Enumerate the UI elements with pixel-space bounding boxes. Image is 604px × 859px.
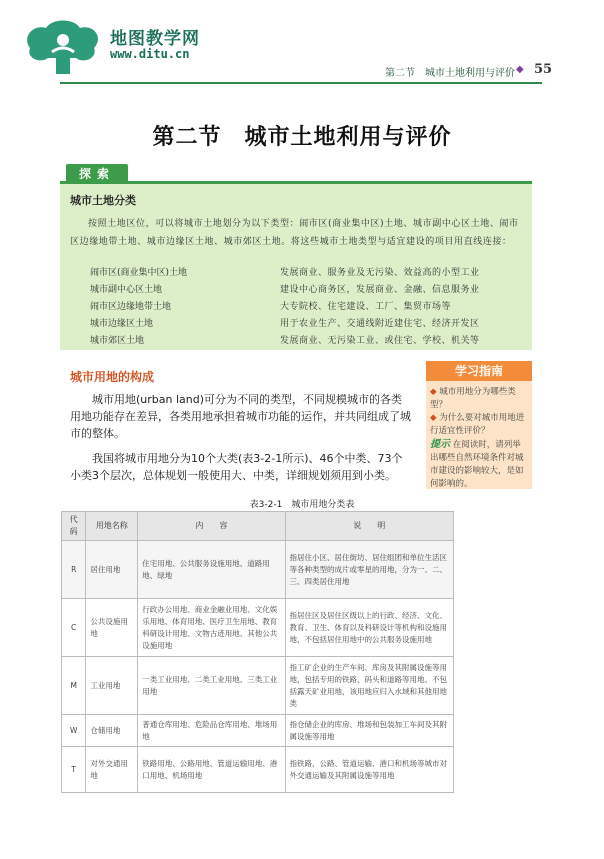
diamond-bullet-icon: ◆: [430, 387, 440, 397]
study-guide-box: [426, 381, 532, 489]
desc-cell: 指仓储企业的库房、堆场和包装加工车间及其附属设施等用地: [285, 715, 453, 747]
logo-tree-icon: [18, 18, 108, 78]
table-row: [62, 657, 454, 715]
page-title: 第二节 城市土地利用与评价: [152, 124, 452, 150]
content-cell: 行政办公用地、商业金融业用地、文化娱乐用地、体育用地、医疗卫生用地、教育科研设计用地、文物古迹用地、其他公共设施用地: [138, 599, 285, 657]
page-number: 55: [534, 62, 553, 77]
project-type: 用于农业生产、交通线附近建住宅、经济开发区: [280, 319, 480, 329]
code-cell: M: [62, 657, 86, 715]
table-row: [62, 541, 454, 599]
study-guide-title: 学习指南: [426, 361, 532, 381]
matching-row: [90, 282, 520, 296]
table-row: [62, 747, 454, 793]
table-caption: 表3-2-1 城市用地分类表: [249, 500, 355, 510]
content-cell: 普通仓库用地、危险品仓库用地、堆场用地: [138, 715, 285, 747]
diamond-bullet-icon: ◆: [430, 413, 440, 423]
matching-row: [90, 333, 520, 347]
code-cell: R: [62, 541, 86, 599]
body-paragraph: 城市用地(urban land)可分为不同的类型，不同规模城市的各类用地功能存在差异，各类用地承担着城市功能的运作，并共同组成了城市的整体。: [70, 393, 411, 440]
explore-tag: 探索: [66, 164, 128, 184]
name-cell: 居住用地: [86, 541, 138, 599]
guide-question: ◆ 城市用地分为哪些类型？: [430, 387, 516, 410]
site-name: 地图教学网: [110, 29, 200, 49]
land-use-table: [61, 511, 454, 793]
matching-row: [90, 299, 520, 313]
land-type: 闹市区边缘地带土地: [90, 302, 172, 312]
hint-label: 提示: [430, 439, 450, 450]
column-header: 代码: [62, 512, 86, 541]
desc-cell: 指居住区及居住区级以上的行政、经济、文化、教育、卫生、体育以及科研设计等机构和设施用地，不包括居住用地中的公共服务设施用地: [285, 599, 453, 657]
desc-cell: 指居住小区、居住街坊、居住组团和单位生活区等各种类型的成片或零星的用地，分为一、二、三、四类居住用地: [285, 541, 453, 599]
desc-cell: 指工矿企业的生产车间、库房及其附属设施等用地，包括专用的铁路、码头和道路等用地。不包括露天矿业用地，该用地应归入水域和其他用地类: [285, 657, 453, 715]
explore-title: 城市土地分类: [70, 194, 136, 207]
column-header: 说 明: [285, 512, 453, 541]
guide-hint: 提示 在阅读时，请列举出哪些自然环境条件对城市建设的影响较大，是如何影响的。: [430, 439, 524, 489]
table-header-row: [62, 512, 454, 541]
header-diamond-icon: ◆: [516, 64, 524, 75]
explore-instructions: 按照土地区位，可以将城市土地划分为以下类型：闹市区(商业集中区)土地、城市副中心区土地、闹市区边缘地带土地、城市边缘区土地、城市郊区土地。将这些城市土地类型与适宜建设的项目用直线连接：: [70, 219, 519, 247]
running-header: 第二节 城市土地利用与评价: [385, 68, 515, 79]
project-type: 建设中心商务区，发展商业、金融、信息服务业: [280, 285, 480, 295]
code-cell: W: [62, 715, 86, 747]
desc-cell: 指铁路、公路、管道运输、港口和机场等城市对外交通运输及其附属设施等用地: [285, 747, 453, 793]
header-rule: [60, 82, 542, 84]
project-type: 发展商业、无污染工业、或住宅、学校、机关等: [280, 336, 480, 346]
content-cell: 住宅用地、公共服务设施用地、道路用地、绿地: [138, 541, 285, 599]
land-type: 城市郊区土地: [90, 336, 145, 346]
section-heading: 城市用地的构成: [70, 370, 155, 384]
code-cell: T: [62, 747, 86, 793]
matching-row: [90, 316, 520, 330]
project-type: 发展商业、服务业及无污染、效益高的小型工业: [280, 268, 480, 278]
body-paragraph: 我国将城市用地分为10个大类(表3-2-1所示)、46个中类、73个小类3个层次，总体规划一般使用大、中类，详细规划须用到小类。: [70, 452, 403, 482]
name-cell: 公共设施用地: [86, 599, 138, 657]
land-type: 闹市区(商业集中区)土地: [90, 268, 188, 278]
content-cell: 一类工业用地、二类工业用地、三类工业用地: [138, 657, 285, 715]
content-cell: 铁路用地、公路用地、管道运输用地、港口用地、机场用地: [138, 747, 285, 793]
code-cell: C: [62, 599, 86, 657]
land-type: 城市边缘区土地: [90, 319, 154, 329]
guide-question: ◆ 为什么要对城市用地进行适宜性评价？: [430, 413, 525, 436]
name-cell: 工业用地: [86, 657, 138, 715]
table-row: [62, 599, 454, 657]
site-url[interactable]: www.ditu.cn: [110, 47, 190, 61]
name-cell: 对外交通用地: [86, 747, 138, 793]
land-type: 城市副中心区土地: [90, 285, 163, 295]
name-cell: 仓储用地: [86, 715, 138, 747]
project-type: 大专院校、住宅建设、工厂、集贸市场等: [280, 302, 452, 312]
matching-row: [90, 265, 520, 279]
column-header: 用地名称: [86, 512, 138, 541]
column-header: 内 容: [138, 512, 285, 541]
table-row: [62, 715, 454, 747]
